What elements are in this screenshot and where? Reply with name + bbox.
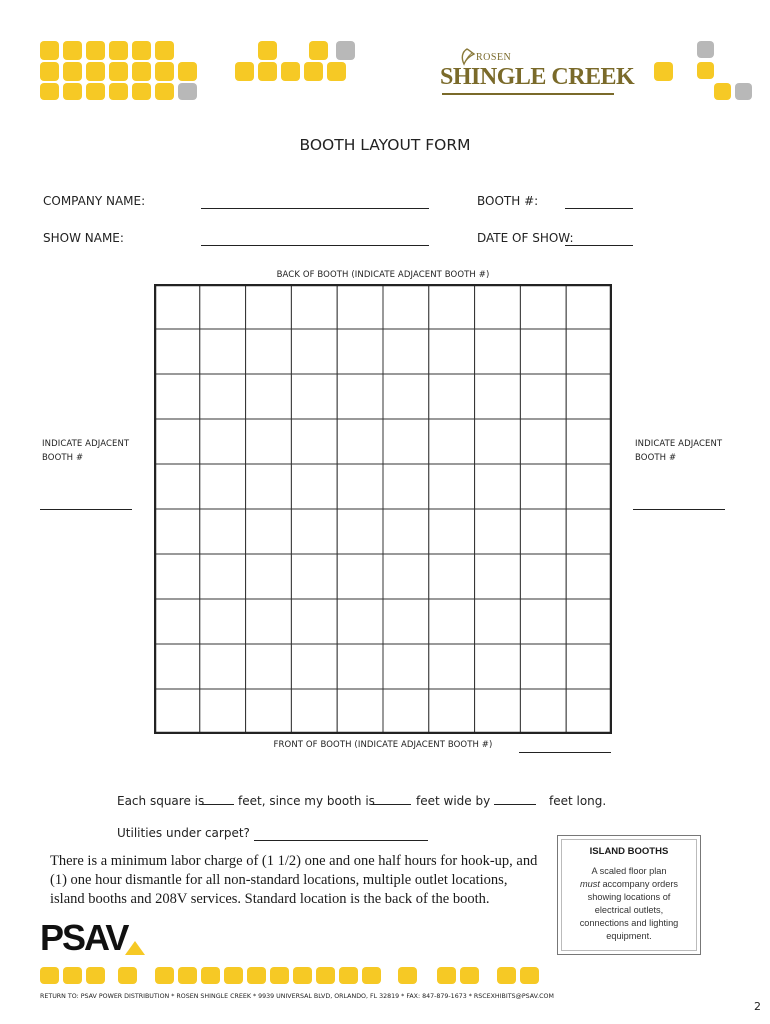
grid-cell[interactable] xyxy=(383,554,429,599)
pattern-square xyxy=(281,62,300,81)
grid-cell[interactable] xyxy=(337,554,383,599)
grid-cell[interactable] xyxy=(291,689,337,734)
pattern-square xyxy=(132,83,151,100)
pattern-square xyxy=(654,62,673,81)
pattern-square xyxy=(258,62,277,81)
pattern-square xyxy=(132,62,151,81)
pattern-square xyxy=(437,967,456,984)
grid-cell[interactable] xyxy=(291,329,337,374)
grid-cell[interactable] xyxy=(475,419,521,464)
grid-cell[interactable] xyxy=(291,419,337,464)
pattern-square xyxy=(63,41,82,60)
pattern-square xyxy=(270,967,289,984)
right-adjacent-field[interactable] xyxy=(633,509,725,510)
pattern-square xyxy=(132,41,151,60)
pattern-square xyxy=(86,41,105,60)
labor-notice: There is a minimum labor charge of (1 1/2) one and one half hours for hook-up, and (1) one hour dismantle for all non-standard locations, multiple outlet locations, island booths and 208V services. Standard location is the back of the booth. xyxy=(50,853,538,907)
grid-cell[interactable] xyxy=(475,464,521,509)
pattern-square xyxy=(178,967,197,984)
pattern-square xyxy=(224,967,243,984)
pattern-square xyxy=(40,967,59,984)
grid-cell[interactable] xyxy=(520,509,566,554)
grid-cell[interactable] xyxy=(429,689,475,734)
pattern-square xyxy=(497,967,516,984)
grid-cell[interactable] xyxy=(200,329,246,374)
pattern-square xyxy=(63,62,82,81)
logo-small-word: ROSEN xyxy=(476,52,512,63)
grid-cell[interactable] xyxy=(200,419,246,464)
grid-cell[interactable] xyxy=(246,689,292,734)
grid-cell[interactable] xyxy=(520,284,566,329)
pattern-square xyxy=(327,62,346,81)
grid-cell[interactable] xyxy=(291,644,337,689)
grid-cell[interactable] xyxy=(200,689,246,734)
grid-cell[interactable] xyxy=(154,554,200,599)
pattern-square xyxy=(293,967,312,984)
date-of-show-field[interactable] xyxy=(565,245,633,246)
grid-cell[interactable] xyxy=(429,419,475,464)
grid-cell[interactable] xyxy=(566,554,612,599)
grid-cell[interactable] xyxy=(429,554,475,599)
pattern-square xyxy=(398,967,417,984)
pattern-square xyxy=(86,62,105,81)
pattern-square xyxy=(336,41,355,60)
pattern-square xyxy=(118,967,137,984)
grid-cell[interactable] xyxy=(383,464,429,509)
pattern-square xyxy=(714,83,731,100)
grid-cell[interactable] xyxy=(337,419,383,464)
grid-cell[interactable] xyxy=(200,284,246,329)
grid-cell[interactable] xyxy=(246,599,292,644)
grid-cell[interactable] xyxy=(200,644,246,689)
grid-cell[interactable] xyxy=(154,689,200,734)
grid-cell[interactable] xyxy=(475,284,521,329)
island-line-2 xyxy=(558,878,700,891)
grid-cell[interactable] xyxy=(566,509,612,554)
grid-cell[interactable] xyxy=(566,689,612,734)
grid-cell[interactable] xyxy=(337,464,383,509)
grid-cell[interactable] xyxy=(337,689,383,734)
pattern-square xyxy=(63,967,82,984)
grid-cell[interactable] xyxy=(246,419,292,464)
island-line-3: showing locations of xyxy=(587,892,671,902)
show-name-label: SHOW NAME: xyxy=(43,231,124,245)
grid-cell[interactable] xyxy=(475,329,521,374)
pattern-square xyxy=(201,967,220,984)
grid-cell[interactable] xyxy=(337,284,383,329)
grid-cell[interactable] xyxy=(200,509,246,554)
grid-cell[interactable] xyxy=(246,374,292,419)
grid-cell[interactable] xyxy=(475,509,521,554)
grid-cell[interactable] xyxy=(383,644,429,689)
logo-big-word: SHINGLE CREEK xyxy=(440,64,635,90)
grid-cell[interactable] xyxy=(154,329,200,374)
left-adjacent-label: INDICATE ADJACENT BOOTH # xyxy=(42,439,130,463)
footer-return-text: RETURN TO: PSAV POWER DISTRIBUTION * ROSEN SHINGLE CREEK * 9939 UNIVERSAL BLVD, ORLANDO, FL 32819 * FAX: 847-879-1673 * RSCEXHIBITS@PSAV.COM xyxy=(40,993,554,1000)
dimension-text-2: feet, since my booth is xyxy=(238,794,375,808)
grid-cell[interactable] xyxy=(383,599,429,644)
grid-cell[interactable] xyxy=(291,374,337,419)
pattern-square xyxy=(735,83,752,100)
grid-cell[interactable] xyxy=(429,644,475,689)
front-adjacent-field[interactable] xyxy=(519,752,611,753)
grid-cell[interactable] xyxy=(337,509,383,554)
form-title: BOOTH LAYOUT FORM xyxy=(299,136,471,154)
grid-cell[interactable] xyxy=(520,554,566,599)
grid-cell[interactable] xyxy=(200,554,246,599)
pattern-square xyxy=(304,62,323,81)
dimension-text-3: feet wide by xyxy=(416,794,491,808)
pattern-square xyxy=(109,41,128,60)
pattern-square xyxy=(460,967,479,984)
grid-cell[interactable] xyxy=(520,599,566,644)
booth-grid[interactable] xyxy=(154,284,612,734)
island-line-2-rest: accompany orders xyxy=(599,879,679,889)
pattern-square xyxy=(258,41,277,60)
grid-cell[interactable] xyxy=(383,374,429,419)
pattern-square xyxy=(155,62,174,81)
grid-cell[interactable] xyxy=(246,464,292,509)
grid-cell[interactable] xyxy=(566,329,612,374)
pattern-square xyxy=(63,83,82,100)
grid-cell[interactable] xyxy=(291,509,337,554)
grid-cell[interactable] xyxy=(246,509,292,554)
grid-cell[interactable] xyxy=(475,644,521,689)
pattern-square xyxy=(697,62,714,79)
pattern-square xyxy=(247,967,266,984)
psav-logo-text: PSAV xyxy=(40,917,128,958)
island-line-5: connections and lighting xyxy=(579,918,679,928)
island-line-4: electrical outlets, xyxy=(594,905,664,915)
show-name-field[interactable] xyxy=(201,245,429,246)
grid-cell[interactable] xyxy=(154,464,200,509)
grid-cell[interactable] xyxy=(154,374,200,419)
grid-cell[interactable] xyxy=(520,464,566,509)
booth-number-field[interactable] xyxy=(565,208,633,209)
grid-cell[interactable] xyxy=(566,374,612,419)
grid-cell[interactable] xyxy=(566,644,612,689)
grid-cell[interactable] xyxy=(383,419,429,464)
grid-cell[interactable] xyxy=(337,329,383,374)
pattern-square xyxy=(155,83,174,100)
pattern-square xyxy=(697,41,714,58)
grid-cell[interactable] xyxy=(566,284,612,329)
pattern-square xyxy=(309,41,328,60)
booth-number-label: BOOTH #: xyxy=(477,194,539,208)
grid-cell[interactable] xyxy=(246,329,292,374)
island-line-1: A scaled floor plan xyxy=(591,866,667,876)
grid-cell[interactable] xyxy=(154,599,200,644)
pattern-square xyxy=(40,41,59,60)
grid-cell[interactable] xyxy=(383,329,429,374)
grid-cell[interactable] xyxy=(429,509,475,554)
pattern-square xyxy=(362,967,381,984)
pattern-square xyxy=(235,62,254,81)
grid-cell[interactable] xyxy=(200,464,246,509)
date-of-show-label: DATE OF SHOW: xyxy=(477,231,574,245)
grid-cell[interactable] xyxy=(566,599,612,644)
grid-cell[interactable] xyxy=(475,599,521,644)
grid-cell[interactable] xyxy=(337,599,383,644)
grid-cell[interactable] xyxy=(154,509,200,554)
grid-cell[interactable] xyxy=(520,374,566,419)
pattern-square xyxy=(40,62,59,81)
grid-cell[interactable] xyxy=(200,374,246,419)
page-number: 2 xyxy=(754,1000,761,1013)
grid-cell[interactable] xyxy=(291,464,337,509)
grid-cell[interactable] xyxy=(475,689,521,734)
grid-cell[interactable] xyxy=(246,284,292,329)
grid-cell[interactable] xyxy=(475,554,521,599)
island-line-6: equipment. xyxy=(606,931,652,941)
dimension-text-1: Each square is xyxy=(117,794,205,808)
square-size-field[interactable] xyxy=(200,804,234,805)
company-name-field[interactable] xyxy=(201,208,429,209)
grid-cell[interactable] xyxy=(291,284,337,329)
grid-cell[interactable] xyxy=(566,419,612,464)
island-booths-box xyxy=(557,835,701,955)
pattern-square xyxy=(86,967,105,984)
grid-cell[interactable] xyxy=(520,689,566,734)
left-adjacent-field[interactable] xyxy=(40,509,132,510)
pattern-square xyxy=(40,83,59,100)
shingle-creek-logo xyxy=(440,48,635,98)
pattern-square xyxy=(155,967,174,984)
island-box-text xyxy=(558,865,700,943)
grid-cell[interactable] xyxy=(429,374,475,419)
pattern-square xyxy=(155,41,174,60)
grid-cell[interactable] xyxy=(154,644,200,689)
grid-cell[interactable] xyxy=(246,554,292,599)
utilities-field[interactable] xyxy=(254,840,428,841)
grid-cell[interactable] xyxy=(520,419,566,464)
grid-cell[interactable] xyxy=(200,599,246,644)
grid-cell[interactable] xyxy=(566,464,612,509)
grid-cell[interactable] xyxy=(429,284,475,329)
grid-cell[interactable] xyxy=(520,644,566,689)
island-line-2-emphasis: must xyxy=(579,879,600,889)
logo-underline xyxy=(442,93,614,95)
grid-cell[interactable] xyxy=(291,554,337,599)
grid-cell[interactable] xyxy=(154,419,200,464)
grid-cell[interactable] xyxy=(383,509,429,554)
dimension-text-4: feet long. xyxy=(549,794,607,808)
grid-cell[interactable] xyxy=(337,644,383,689)
pattern-square xyxy=(109,83,128,100)
utilities-label: Utilities under carpet? xyxy=(117,826,250,840)
pattern-square xyxy=(178,62,197,81)
psav-logo xyxy=(40,917,160,961)
island-box-title: ISLAND BOOTHS xyxy=(589,846,669,857)
grid-cell[interactable] xyxy=(429,329,475,374)
grid-cell[interactable] xyxy=(383,284,429,329)
pattern-square xyxy=(178,83,197,100)
grid-cell[interactable] xyxy=(154,284,200,329)
pattern-square xyxy=(109,62,128,81)
grid-cell[interactable] xyxy=(429,599,475,644)
front-of-booth-label: FRONT OF BOOTH (INDICATE ADJACENT BOOTH #) xyxy=(273,740,493,750)
grid-cell[interactable] xyxy=(246,644,292,689)
grid-cell[interactable] xyxy=(291,599,337,644)
grid-cell[interactable] xyxy=(383,689,429,734)
psav-triangle-icon xyxy=(125,941,145,955)
back-of-booth-label: BACK OF BOOTH (INDICATE ADJACENT BOOTH #) xyxy=(276,270,490,280)
grid-cell[interactable] xyxy=(475,374,521,419)
booth-width-field[interactable] xyxy=(371,804,411,805)
grid-cell[interactable] xyxy=(337,374,383,419)
pattern-square xyxy=(520,967,539,984)
pattern-square xyxy=(86,83,105,100)
grid-cell[interactable] xyxy=(429,464,475,509)
right-adjacent-label: INDICATE ADJACENT BOOTH # xyxy=(635,439,723,463)
pattern-square xyxy=(316,967,335,984)
company-name-label: COMPANY NAME: xyxy=(43,194,146,208)
grid-cell[interactable] xyxy=(520,329,566,374)
booth-length-field[interactable] xyxy=(494,804,536,805)
pattern-square xyxy=(339,967,358,984)
